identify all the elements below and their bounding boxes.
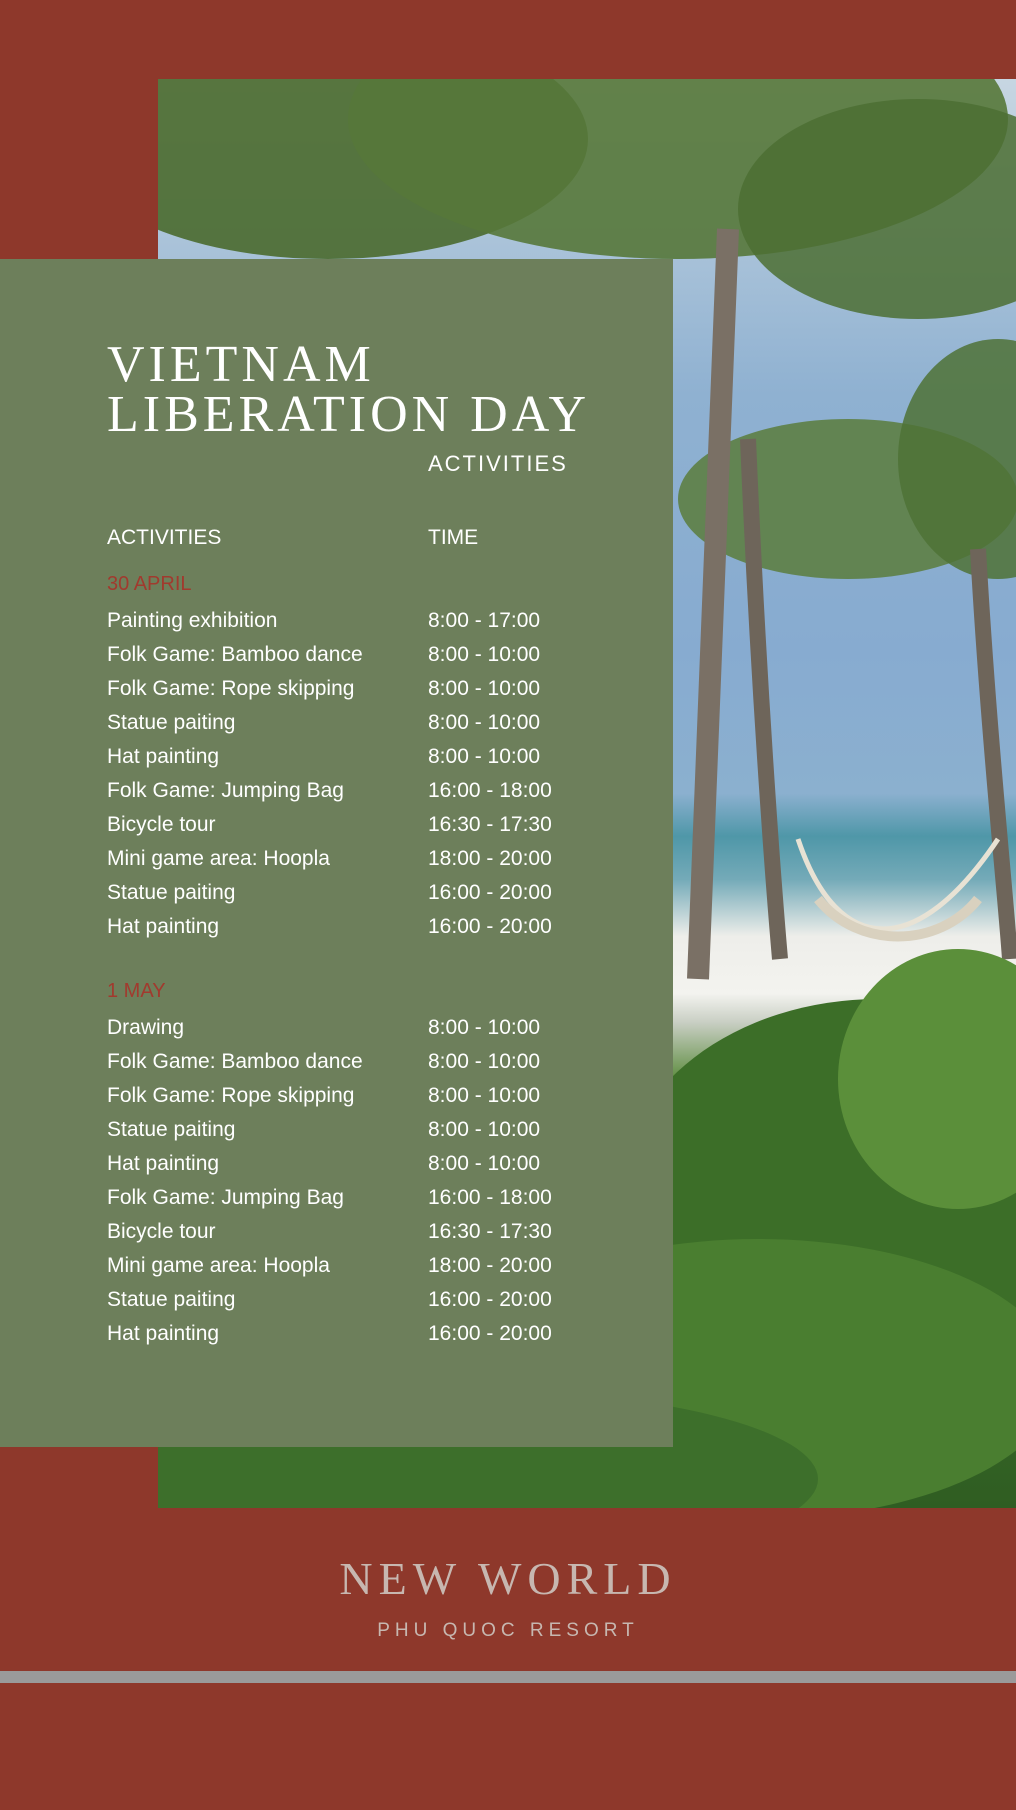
activity-time: 16:00 - 20:00 — [428, 881, 552, 904]
schedule-row — [107, 876, 627, 910]
activity-name: Mini game area: Hoopla — [107, 1254, 330, 1277]
activity-time: 8:00 - 10:00 — [428, 677, 541, 700]
schedule-row — [107, 842, 627, 876]
schedule-row — [107, 808, 627, 842]
day-label-30-april: 30 APRIL — [107, 573, 192, 595]
activity-time: 8:00 - 10:00 — [428, 1084, 541, 1107]
activity-name: Hat painting — [107, 745, 220, 768]
activities-column-header: ACTIVITIES — [107, 526, 222, 549]
schedule-list-1-may — [107, 1011, 627, 1351]
activity-time: 16:00 - 20:00 — [428, 915, 552, 938]
activity-time: 18:00 - 20:00 — [428, 847, 552, 870]
schedule-row — [107, 1045, 627, 1079]
activity-time: 18:00 - 20:00 — [428, 1254, 552, 1277]
decorative-stripe — [0, 1671, 1016, 1683]
title-line-1: VIETNAM — [107, 336, 375, 393]
activity-name: Bicycle tour — [107, 813, 216, 836]
activity-name: Hat painting — [107, 1152, 220, 1175]
schedule-row — [107, 1317, 627, 1351]
schedule-row — [107, 1215, 627, 1249]
schedule-row — [107, 1249, 627, 1283]
schedule-row — [107, 774, 627, 808]
schedule-row — [107, 672, 627, 706]
activity-time: 16:30 - 17:30 — [428, 813, 552, 836]
schedule-list-30-april — [107, 604, 627, 944]
activity-name: Folk Game: Rope skipping — [107, 1084, 355, 1107]
activity-time: 8:00 - 10:00 — [428, 711, 541, 734]
activity-name: Statue paiting — [107, 711, 236, 734]
brand-logo-subtitle: PHU QUOC RESORT — [377, 1620, 639, 1641]
schedule-row — [107, 604, 627, 638]
activity-time: 16:00 - 20:00 — [428, 1288, 552, 1311]
activity-time: 16:00 - 18:00 — [428, 1186, 552, 1209]
activity-time: 8:00 - 10:00 — [428, 643, 541, 666]
schedule-row — [107, 1079, 627, 1113]
brand-logo-name: NEW WORLD — [339, 1553, 677, 1604]
activity-time: 16:30 - 17:30 — [428, 1220, 552, 1243]
activity-time: 8:00 - 17:00 — [428, 609, 541, 632]
schedule-row — [107, 1011, 627, 1045]
activity-name: Folk Game: Jumping Bag — [107, 1186, 344, 1209]
activity-time: 8:00 - 10:00 — [428, 1152, 541, 1175]
activity-name: Drawing — [107, 1016, 185, 1039]
day-label-1-may: 1 MAY — [107, 980, 166, 1002]
activity-name: Folk Game: Bamboo dance — [107, 1050, 363, 1073]
schedule-row — [107, 910, 627, 944]
activity-name: Bicycle tour — [107, 1220, 216, 1243]
poster-title — [107, 336, 591, 443]
schedule-row — [107, 1113, 627, 1147]
activity-time: 16:00 - 18:00 — [428, 779, 552, 802]
activity-name: Hat painting — [107, 1322, 220, 1345]
schedule-row — [107, 1283, 627, 1317]
schedule-row — [107, 1181, 627, 1215]
activity-name: Statue paiting — [107, 881, 236, 904]
title-line-2: LIBERATION DAY — [107, 386, 591, 443]
schedule-row — [107, 1147, 627, 1181]
activity-name: Folk Game: Bamboo dance — [107, 643, 363, 666]
activity-name: Hat painting — [107, 915, 220, 938]
activity-name: Folk Game: Jumping Bag — [107, 779, 344, 802]
schedule-row — [107, 638, 627, 672]
activity-name: Folk Game: Rope skipping — [107, 677, 355, 700]
time-column-header: TIME — [428, 526, 479, 549]
activity-time: 8:00 - 10:00 — [428, 1050, 541, 1073]
activity-time: 8:00 - 10:00 — [428, 745, 541, 768]
activity-name: Statue paiting — [107, 1288, 236, 1311]
activity-time: 8:00 - 10:00 — [428, 1118, 541, 1141]
schedule-row — [107, 740, 627, 774]
schedule-row — [107, 706, 627, 740]
poster-subtitle: ACTIVITIES — [428, 451, 568, 476]
activity-name: Mini game area: Hoopla — [107, 847, 330, 870]
activity-time: 16:00 - 20:00 — [428, 1322, 552, 1345]
activity-time: 8:00 - 10:00 — [428, 1016, 541, 1039]
activity-name: Statue paiting — [107, 1118, 236, 1141]
activity-name: Painting exhibition — [107, 609, 278, 632]
